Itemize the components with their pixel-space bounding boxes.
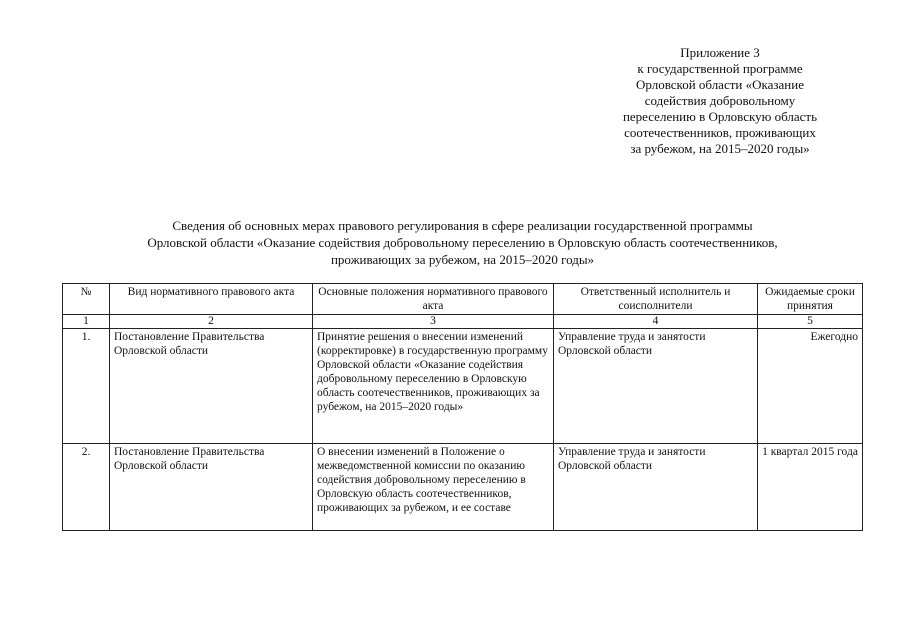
appendix-line: Приложение 3 — [680, 45, 760, 60]
title-line: проживающих за рубежом, на 2015–2020 годы» — [330, 252, 595, 267]
row-executor: Управление труда и занятости Орловской области — [554, 444, 758, 531]
row-executor: Управление труда и занятости Орловской области — [554, 329, 758, 444]
row-number: 1. — [63, 329, 110, 444]
header-executor: Ответственный исполнитель и соисполнители — [554, 284, 758, 315]
title-line: Орловской области «Оказание содействия добровольному переселению в Орловскую область соотечественников, — [147, 235, 778, 250]
row-provisions: О внесении изменений в Положение о межведомственной комиссии по оказанию содействия добровольному переселению в Орловскую область соотечественников, проживающих за рубежом, и ее составе — [313, 444, 554, 531]
row-act-type: Постановление Правительства Орловской области — [110, 329, 313, 444]
column-number: 1 — [63, 315, 110, 329]
row-act-type: Постановление Правительства Орловской области — [110, 444, 313, 531]
column-number: 4 — [554, 315, 758, 329]
column-number: 5 — [758, 315, 863, 329]
column-number-row — [63, 315, 863, 329]
title-line: Сведения об основных мерах правового регулирования в сфере реализации государственной программы — [172, 218, 753, 233]
header-deadline: Ожидаемые сроки принятия — [758, 284, 863, 315]
header-act-type: Вид нормативного правового акта — [110, 284, 313, 315]
header-number: № — [63, 284, 110, 315]
row-number: 2. — [63, 444, 110, 531]
appendix-line: за рубежом, на 2015–2020 годы» — [630, 141, 810, 156]
table-header-row — [63, 284, 863, 315]
appendix-line: Орловской области «Оказание — [636, 77, 804, 92]
row-provisions: Принятие решения о внесении изменений (корректировке) в государственную программу Орловской области «Оказание содействия добровольному переселению в Орловскую область соотечественников, проживающих за рубежом, на 2015–2020 годы» — [313, 329, 554, 444]
appendix-line: переселению в Орловскую область — [622, 109, 818, 124]
column-number: 3 — [313, 315, 554, 329]
appendix-line: содействия добровольному — [644, 93, 796, 108]
table-row — [63, 329, 863, 444]
document-title — [70, 217, 855, 268]
header-provisions: Основные положения нормативного правового акта — [313, 284, 554, 315]
measures-table — [62, 283, 863, 531]
table-row — [63, 444, 863, 531]
row-deadline: 1 квартал 2015 года — [758, 444, 863, 531]
appendix-note — [585, 45, 855, 157]
appendix-line: соотечественников, проживающих — [624, 125, 816, 140]
column-number: 2 — [110, 315, 313, 329]
row-deadline: Ежегодно — [758, 329, 863, 444]
appendix-line: к государственной программе — [637, 61, 803, 76]
